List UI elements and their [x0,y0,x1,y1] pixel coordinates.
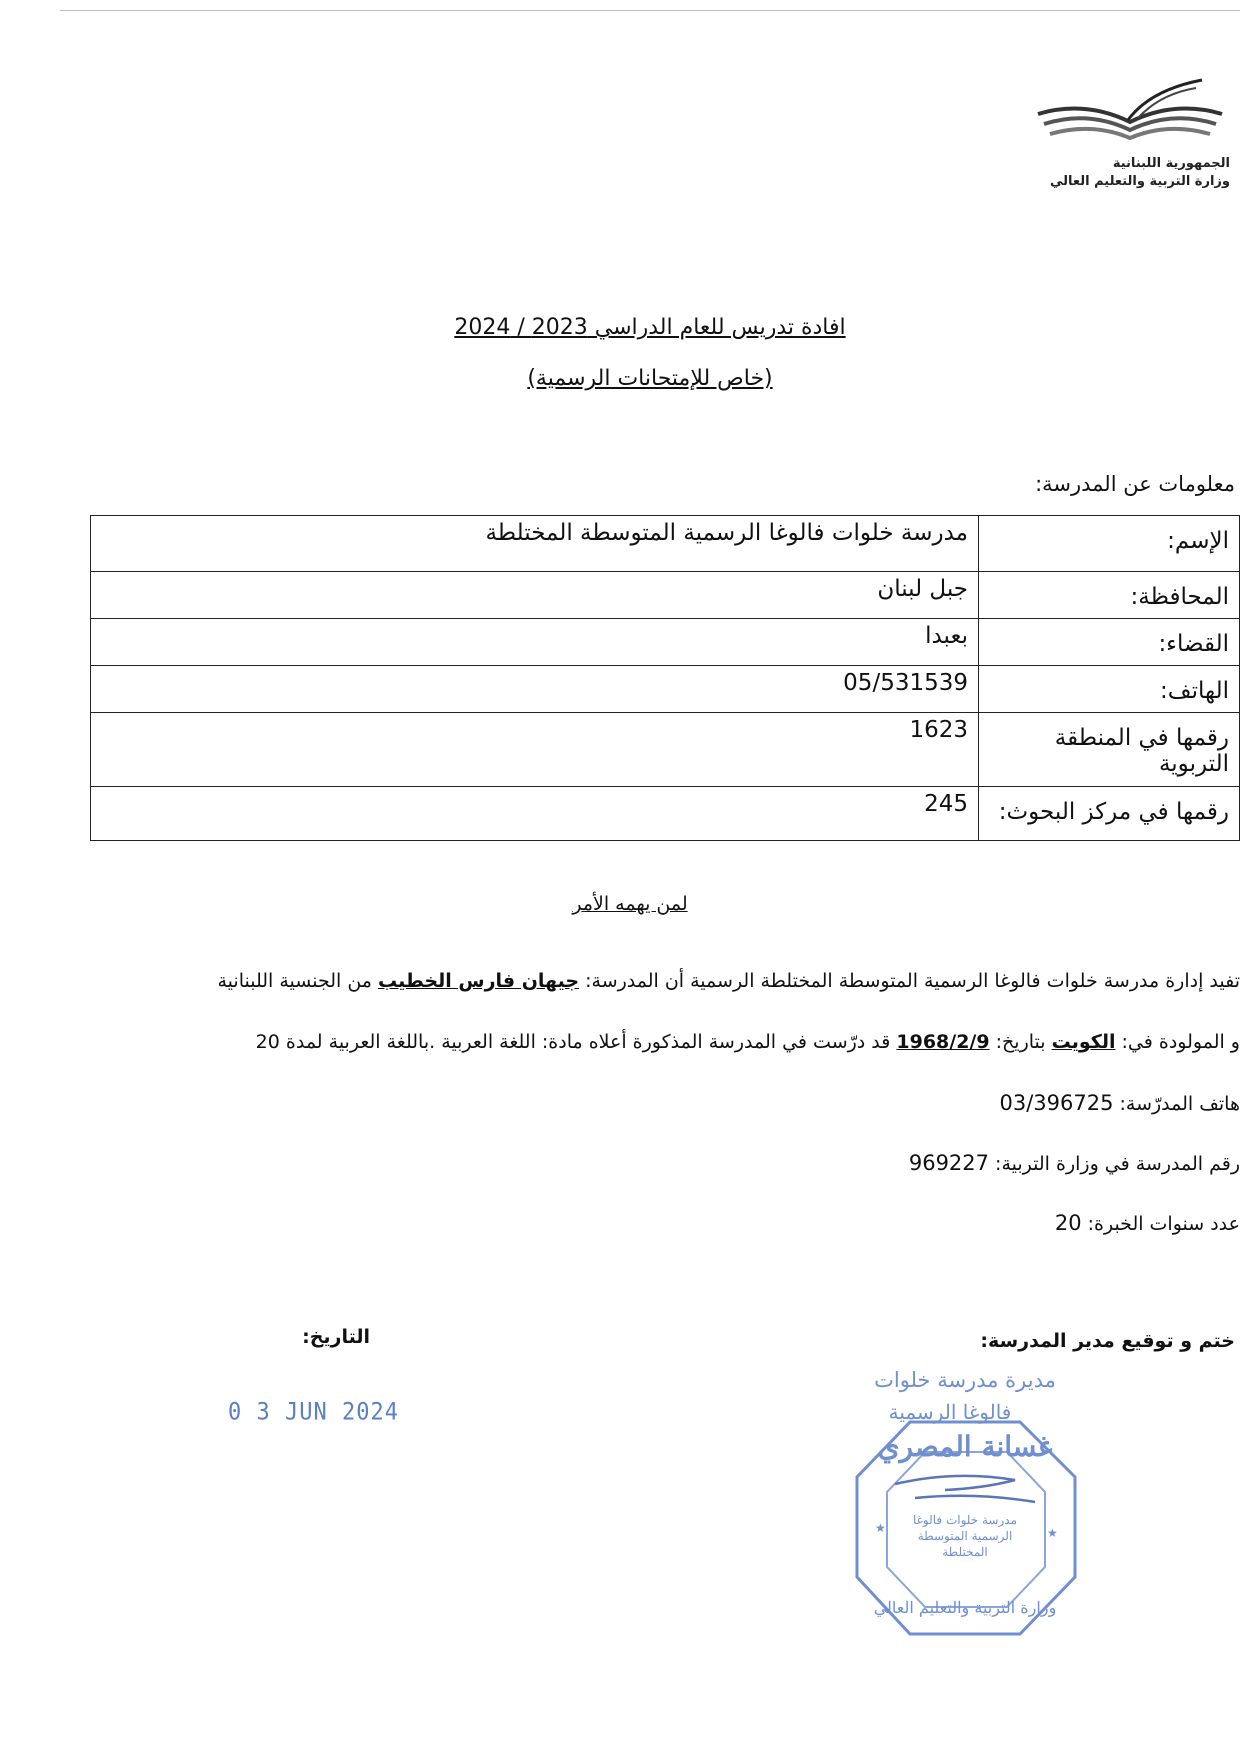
teacher-phone-label: هاتف المدرّسة: [1113,1093,1240,1115]
teacher-phone-value: 03/396725 [999,1091,1114,1115]
paragraph-text: قد درّست في المدرسة المذكورة أعلاه مادة: اللغة العربية .باللغة العربية لمدة 20 [255,1031,897,1053]
ministry-label: وزارة التربية والتعليم العالي [1049,174,1230,189]
open-book-icon [1030,78,1230,154]
ministry-number-value: 969227 [908,1151,990,1175]
table-row [91,787,1240,841]
stamp-line2: فالوغا الرسمية [888,1400,1012,1424]
birth-place: الكويت [1051,1031,1116,1053]
svg-text:★: ★ [875,1521,886,1535]
table-row [91,516,1240,572]
name-label: الإسم: [979,516,1240,572]
regional-number-label: رقمها في المنطقة التربوية [979,713,1240,787]
stamp-center-text: مدرسة خلوات فالوغا الرسمية المتوسطة المختلطة [912,1513,1018,1559]
research-center-number-label: رقمها في مركز البحوث: [979,787,1240,841]
paragraph-text: من الجنسية اللبنانية [217,970,379,992]
stamp-line1: مديرة مدرسة خلوات [874,1368,1056,1392]
date-stamp: 0 3 JUN 2024 [228,1398,399,1427]
school-info-heading: معلومات عن المدرسة: [1035,472,1235,496]
stamp-line3: غسانة المصري [877,1430,1053,1463]
paragraph-text: و المولودة في: [1115,1031,1240,1053]
document-subtitle: (خاص للإمتحانات الرسمية) [527,366,773,391]
table-row [91,666,1240,713]
school-seal [835,1362,1095,1642]
teacher-phone-line [10,1090,1240,1117]
svg-text:★: ★ [1047,1526,1058,1540]
name-value: مدرسة خلوات فالوغا الرسمية المتوسطة المختلطة [91,516,979,572]
republic-label: الجمهورية اللبنانية [1112,156,1230,171]
page-top-border [60,10,1240,11]
district-label: القضاء: [979,619,1240,666]
experience-label: عدد سنوات الخبرة: [1081,1213,1240,1235]
paragraph-birth [10,1029,1240,1055]
paragraph-text: بتاريخ: [989,1031,1052,1053]
district-value: بعبدا [91,619,979,666]
ministry-logo [1030,78,1240,158]
school-info-table [90,515,1240,841]
regional-number-value: 1623 [91,713,979,787]
signature-label: ختم و توقيع مدير المدرسة: [980,1330,1235,1352]
paragraph-teacher [10,968,1240,994]
ministry-number-label: رقم المدرسة في وزارة التربية: [989,1153,1240,1175]
table-row [91,619,1240,666]
salutation: لمن يهمه الأمر [572,893,688,915]
phone-label: الهاتف: [979,666,1240,713]
governorate-label: المحافظة: [979,572,1240,619]
birth-date: 1968/2/9 [896,1031,990,1053]
document-title: افادة تدريس للعام الدراسي 2023 / 2024 [454,315,846,340]
ministry-number-line [10,1150,1240,1177]
governorate-value: جبل لبنان [91,572,979,619]
experience-value: 20 [1054,1211,1082,1235]
research-center-number-value: 245 [91,787,979,841]
teacher-name: جيهان فارس الخطيب [378,970,580,992]
table-row [91,572,1240,619]
stamp-ring-text: وزارة التربية والتعليم العالي [873,1598,1057,1617]
table-row [91,713,1240,787]
date-label: التاريخ: [302,1326,370,1348]
paragraph-text: تفيد إدارة مدرسة خلوات فالوغا الرسمية المتوسطة المختلطة الرسمية أن المدرسة: [579,970,1240,992]
phone-value: 05/531539 [91,666,979,713]
experience-line [10,1210,1240,1237]
